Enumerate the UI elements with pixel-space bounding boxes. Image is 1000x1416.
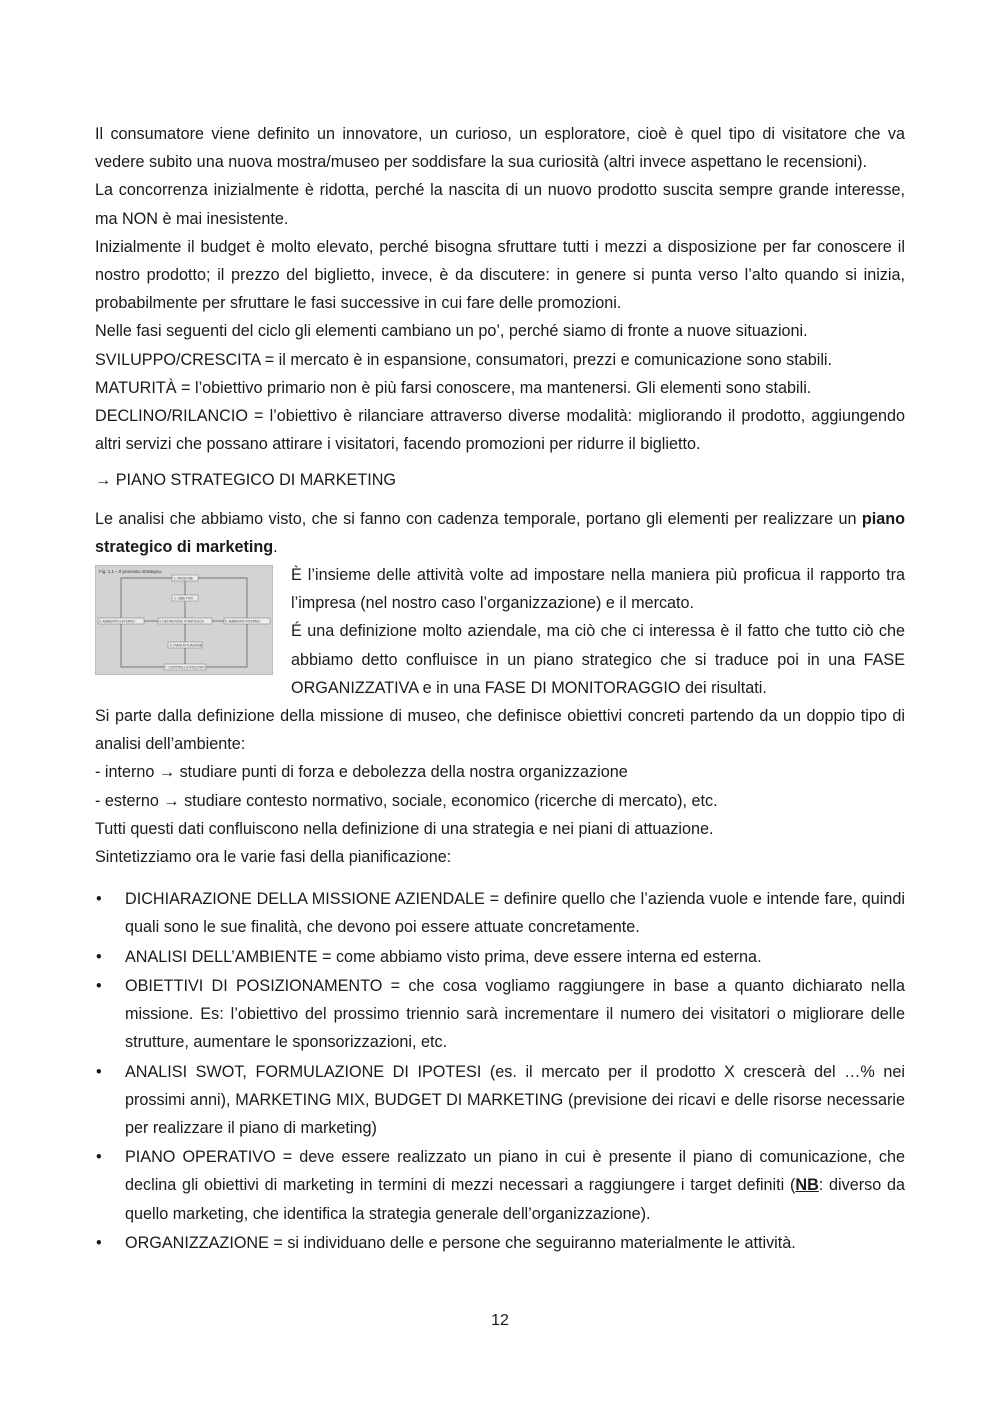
strategic-process-diagram: [96, 566, 272, 674]
figure-box-ambiente-interno: 5. AMBIENTE INTERNO: [225, 619, 260, 624]
figure-box-definizione: 4. DEFINIZIONE STRATEGICA: [159, 619, 204, 624]
intro-paragraph-phases: Nelle fasi seguenti del ciclo gli elementi cambiano un po’, perché siamo di fronte a nuove situazioni.: [95, 322, 808, 341]
section-heading: [95, 466, 905, 494]
figure-box-piani: 6. PIANI ATTUAZIONE: [170, 643, 203, 648]
list-item: [95, 1229, 905, 1257]
arrow-icon: →: [95, 471, 112, 490]
list-item: [95, 972, 905, 1057]
environment-item-external: [95, 787, 905, 815]
list-item-text: ORGANIZZAZIONE = si individuano delle e persone che seguiranno materialmente le attività.: [125, 1233, 796, 1252]
definition-followup-paragraph: É una definizione molto aziendale, ma ciò che ci interessa è il fatto che tutto ciò che abbiamo detto confluisce in un piano strategico che si traduce poi in una FASE ORGANIZZATIVA e in una FASE DI MONITORAGGIO dei risultati.: [291, 622, 905, 697]
analysis-text: Le analisi che abbiamo visto, che si fanno con cadenza temporale, portano gli elementi per realizzare un: [95, 509, 862, 528]
figure-box-ambiente-esterno: 3. AMBIENTE ESTERNO: [99, 619, 135, 624]
definition-paragraph: È l’insieme delle attività volte ad impostare nella maniera più proficua il rapporto tra l’impresa (nel nostro caso l’organizzazione) e il mercato.: [291, 566, 905, 613]
intro-paragraph-competition: La concorrenza inizialmente è ridotta, perché la nascita di un nuovo prodotto suscita sempre grande interesse, ma NON è mai inesistente.: [95, 181, 905, 228]
nb-label: NB: [795, 1176, 819, 1195]
environment-item-prefix: - interno: [95, 763, 159, 782]
environment-item-text: studiare contesto normativo, sociale, economico (ricerche di mercato), etc.: [179, 791, 718, 810]
intro-paragraph-budget: Inizialmente il budget è molto elevato, perché bisogna sfruttare tutti i mezzi a disposizione per far conoscere il nostro prodotto; il prezzo del biglietto, invece, è da discutere: in genere si punta verso l’alto quando si inizia, probabilmente per sfruttare le fasi successive in cui fare delle promozioni.: [95, 237, 905, 313]
environment-item-text: studiare punti di forza e debolezza della nostra organizzazione: [175, 763, 628, 782]
list-item-text: : diverso da quello marketing, che identifica la strategia generale dell’organizzazione).: [125, 1176, 905, 1223]
bullet-icon: •: [96, 1062, 102, 1081]
intro-paragraph-maturity: MATURITÀ = l’obiettivo primario non è più farsi conoscere, ma mantenersi. Gli elementi sono stabili.: [95, 378, 812, 397]
mission-paragraph: Si parte dalla definizione della missione di museo, che definisce obiettivi concreti partendo da un doppio tipo di analisi dell’ambiente:: [95, 707, 905, 754]
list-item: [95, 943, 905, 971]
strategic-process-figure: [95, 565, 273, 675]
list-item: [95, 885, 905, 941]
section-heading-text: PIANO STRATEGICO DI MARKETING: [115, 471, 396, 490]
bullet-icon: •: [96, 1233, 102, 1252]
intro-paragraph-growth: SVILUPPO/CRESCITA = il mercato è in espansione, consumatori, prezzi e comunicazione sono stabili.: [95, 350, 833, 369]
list-item-text: DICHIARAZIONE DELLA MISSIONE AZIENDALE = definire quello che l’azienda vuole e intende fare, quindi quali sono le sue finalità, che devono poi essere attuate concretamente.: [125, 890, 905, 937]
bullet-icon: •: [96, 947, 102, 966]
list-item: [95, 1058, 905, 1143]
bullet-icon: •: [96, 976, 102, 995]
list-item-text: ANALISI SWOT, FORMULAZIONE DI IPOTESI (es. il mercato per il prodotto X crescerà del …% nei prossimi anni), MARKETING MIX, BUDGET DI MARKETING (previsione dei ricavi e delle risorse necessarie per realizzare il piano di marketing): [125, 1062, 905, 1137]
page-number: 12: [491, 1312, 509, 1329]
summary-line: Tutti questi dati confluiscono nella definizione di una strategia e nei piani di attuazione.: [95, 819, 714, 838]
figure-box-obiettivi: 2. OBIETTIVI: [174, 596, 193, 601]
list-item-text: ANALISI DELL’AMBIENTE = come abbiamo visto prima, deve essere interna ed esterna.: [125, 947, 762, 966]
bullet-icon: •: [96, 1148, 102, 1167]
figure-box-missione: 1. MISSIONE: [174, 576, 194, 581]
environment-item-internal: [95, 758, 905, 786]
bullet-icon: •: [96, 890, 102, 909]
environment-item-prefix: - esterno: [95, 791, 164, 810]
list-item-text: OBIETTIVI DI POSIZIONAMENTO = che cosa vogliamo raggiungere in base a quanto dichiarato nella missione. Es: l’obiettivo del prossimo triennio sarà incrementare il numero dei visitatori o migliorare delle strutture, aumentare le sponsorizzazioni, etc.: [125, 976, 905, 1052]
arrow-icon: →: [158, 763, 176, 782]
intro-paragraph-consumer: Il consumatore viene definito un innovatore, un curioso, un esploratore, cioè è quel tipo di visitatore che va vedere subito una nuova mostra/museo per soddisfare la sua curiosità (altri invece aspettano le recensioni).: [95, 125, 905, 172]
document-body: [95, 120, 905, 1258]
intro-paragraph-decline: DECLINO/RILANCIO = l’obiettivo è rilanciare attraverso diverse modalità: migliorando il prodotto, aggiungendo altri servizi che possano attirare i visitatori, facendo promozioni per ridurre il biglietto.: [95, 407, 905, 454]
list-item: [95, 1143, 905, 1228]
planning-phases-list: [95, 885, 905, 1257]
arrow-icon: →: [163, 791, 180, 810]
analysis-bold-term: piano strategico di marketing: [95, 509, 905, 556]
figure-caption: Fig. 1.1 – Il processo strategico: [99, 569, 162, 575]
analysis-paragraph: [95, 505, 905, 561]
list-item-text: PIANO OPERATIVO = deve essere realizzato un piano in cui è presente il piano di comunicazione, che declina gli obiettivi di marketing in termini di mezzi necessari a raggiungere i target definiti (: [125, 1148, 905, 1195]
analysis-period: .: [273, 537, 278, 556]
figure-box-controllo: 7. CONTROLLO RISULTATI: [165, 665, 205, 670]
summary-line: Sintetizziamo ora le varie fasi della pianificazione:: [95, 848, 452, 867]
